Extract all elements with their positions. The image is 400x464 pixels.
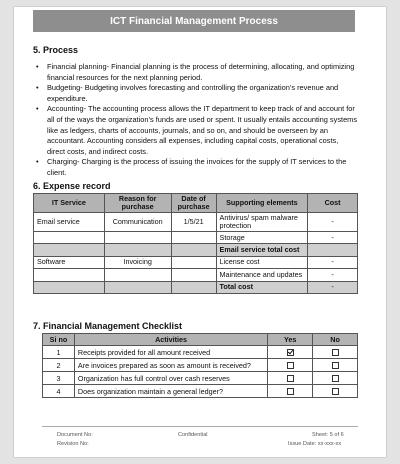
no-checkbox[interactable] xyxy=(332,388,339,395)
footer-issue-date: Issue Date: xx-xxx-xx xyxy=(288,441,342,447)
no-cell xyxy=(313,346,358,359)
table-row xyxy=(34,281,358,293)
table-row xyxy=(34,232,358,244)
checklist-row xyxy=(43,372,358,385)
checklist-activity: Are invoices prepared as soon as amount is received? xyxy=(74,359,267,372)
yes-cell xyxy=(268,385,313,398)
table-header-row xyxy=(34,194,358,213)
table-cell xyxy=(171,232,216,244)
col-header-supporting: Supporting elements xyxy=(216,194,308,213)
footer-revision-no: Revision No: xyxy=(57,441,89,447)
table-cell xyxy=(171,244,216,256)
footer-sheet: Sheet: 5 of 6 xyxy=(312,432,344,438)
table-cell xyxy=(171,281,216,293)
no-cell xyxy=(313,359,358,372)
table-header-row xyxy=(43,334,358,346)
checklist-activity: Organization has full control over cash reserves xyxy=(74,372,267,385)
no-checkbox[interactable] xyxy=(332,375,339,382)
table-cell xyxy=(308,244,358,256)
table-cell: 1/5/21 xyxy=(171,213,216,232)
table-cell: Communication xyxy=(104,213,171,232)
bullet-financial-planning: • Financial planning- Financial planning is the process of determining, allocating, and optimizing financial resources for the next planning period. xyxy=(33,62,358,83)
table-cell: Invoicing xyxy=(104,256,171,268)
table-cell: - xyxy=(308,213,358,232)
footer-document-no: Document No: xyxy=(57,432,93,438)
no-cell xyxy=(313,385,358,398)
yes-checkbox[interactable] xyxy=(287,362,294,369)
table-cell: Total cost xyxy=(216,281,308,293)
table-cell: Antivirus/ spam malware protection xyxy=(216,213,308,232)
table-cell: Storage xyxy=(216,232,308,244)
yes-checkbox[interactable] xyxy=(287,388,294,395)
document-title: ICT Financial Management Process xyxy=(33,10,355,32)
checklist-row xyxy=(43,385,358,398)
bullet-budgeting: • Budgeting- Budgeting involves forecasting and controlling the organization’s revenue and expenditure. xyxy=(33,83,358,104)
yes-cell xyxy=(268,359,313,372)
col-header-date: Date of purchase xyxy=(171,194,216,213)
process-bullets xyxy=(33,62,358,179)
table-cell xyxy=(34,269,105,281)
yes-cell xyxy=(268,372,313,385)
table-cell xyxy=(171,256,216,268)
expense-record-table xyxy=(33,193,358,294)
table-cell xyxy=(34,232,105,244)
no-checkbox[interactable] xyxy=(332,362,339,369)
process-heading: 5. Process xyxy=(33,45,79,55)
table-cell xyxy=(104,244,171,256)
no-checkbox[interactable] xyxy=(332,349,339,356)
checklist-number: 2 xyxy=(43,359,75,372)
col-header-reason: Reason for purchase xyxy=(104,194,171,213)
yes-checkbox[interactable] xyxy=(287,349,294,356)
table-cell: License cost xyxy=(216,256,308,268)
table-cell: Maintenance and updates xyxy=(216,269,308,281)
checklist-row xyxy=(43,359,358,372)
table-cell xyxy=(171,269,216,281)
table-cell: Email service xyxy=(34,213,105,232)
yes-checkbox[interactable] xyxy=(287,375,294,382)
bullet-charging: • Charging- Charging is the process of issuing the invoices for the supply of IT services to the client. xyxy=(33,157,358,178)
checklist-number: 1 xyxy=(43,346,75,359)
checklist-row xyxy=(43,346,358,359)
checklist-table xyxy=(42,333,358,398)
table-cell: - xyxy=(308,281,358,293)
table-row xyxy=(34,244,358,256)
col-header-no: No xyxy=(313,334,358,346)
col-header-yes: Yes xyxy=(268,334,313,346)
col-header-si-no: Si no xyxy=(43,334,75,346)
table-row xyxy=(34,256,358,268)
footer-divider xyxy=(42,426,358,427)
table-cell xyxy=(104,232,171,244)
col-header-activities: Activities xyxy=(74,334,267,346)
table-row xyxy=(34,213,358,232)
checklist-activity: Receipts provided for all amount received xyxy=(74,346,267,359)
checklist-activity: Does organization maintain a general ledger? xyxy=(74,385,267,398)
table-cell xyxy=(34,244,105,256)
table-row xyxy=(34,269,358,281)
table-cell: - xyxy=(308,256,358,268)
checklist-heading: 7. Financial Management Checklist xyxy=(33,321,183,331)
table-cell: Software xyxy=(34,256,105,268)
col-header-cost: Cost xyxy=(308,194,358,213)
expense-heading: 6. Expense record xyxy=(33,181,111,191)
no-cell xyxy=(313,372,358,385)
table-cell xyxy=(104,281,171,293)
table-cell: - xyxy=(308,269,358,281)
yes-cell xyxy=(268,346,313,359)
col-header-it-service: IT Service xyxy=(34,194,105,213)
footer-confidential: Confidential xyxy=(178,432,208,438)
bullet-accounting: • Accounting- The accounting process allows the IT department to keep track of and account for all of the ways the organization’s funds are used or spent. It usually entails accounting systems like as ledgers, charts of accounts, journals, and so on, and should be overseen by an accountant. Accounting considers all expenses, including capital costs, operational costs, direct costs, and indirect costs. xyxy=(33,104,358,157)
table-cell: - xyxy=(308,232,358,244)
checklist-number: 3 xyxy=(43,372,75,385)
table-cell: Email service total cost xyxy=(216,244,308,256)
table-cell xyxy=(34,281,105,293)
checklist-number: 4 xyxy=(43,385,75,398)
table-cell xyxy=(104,269,171,281)
